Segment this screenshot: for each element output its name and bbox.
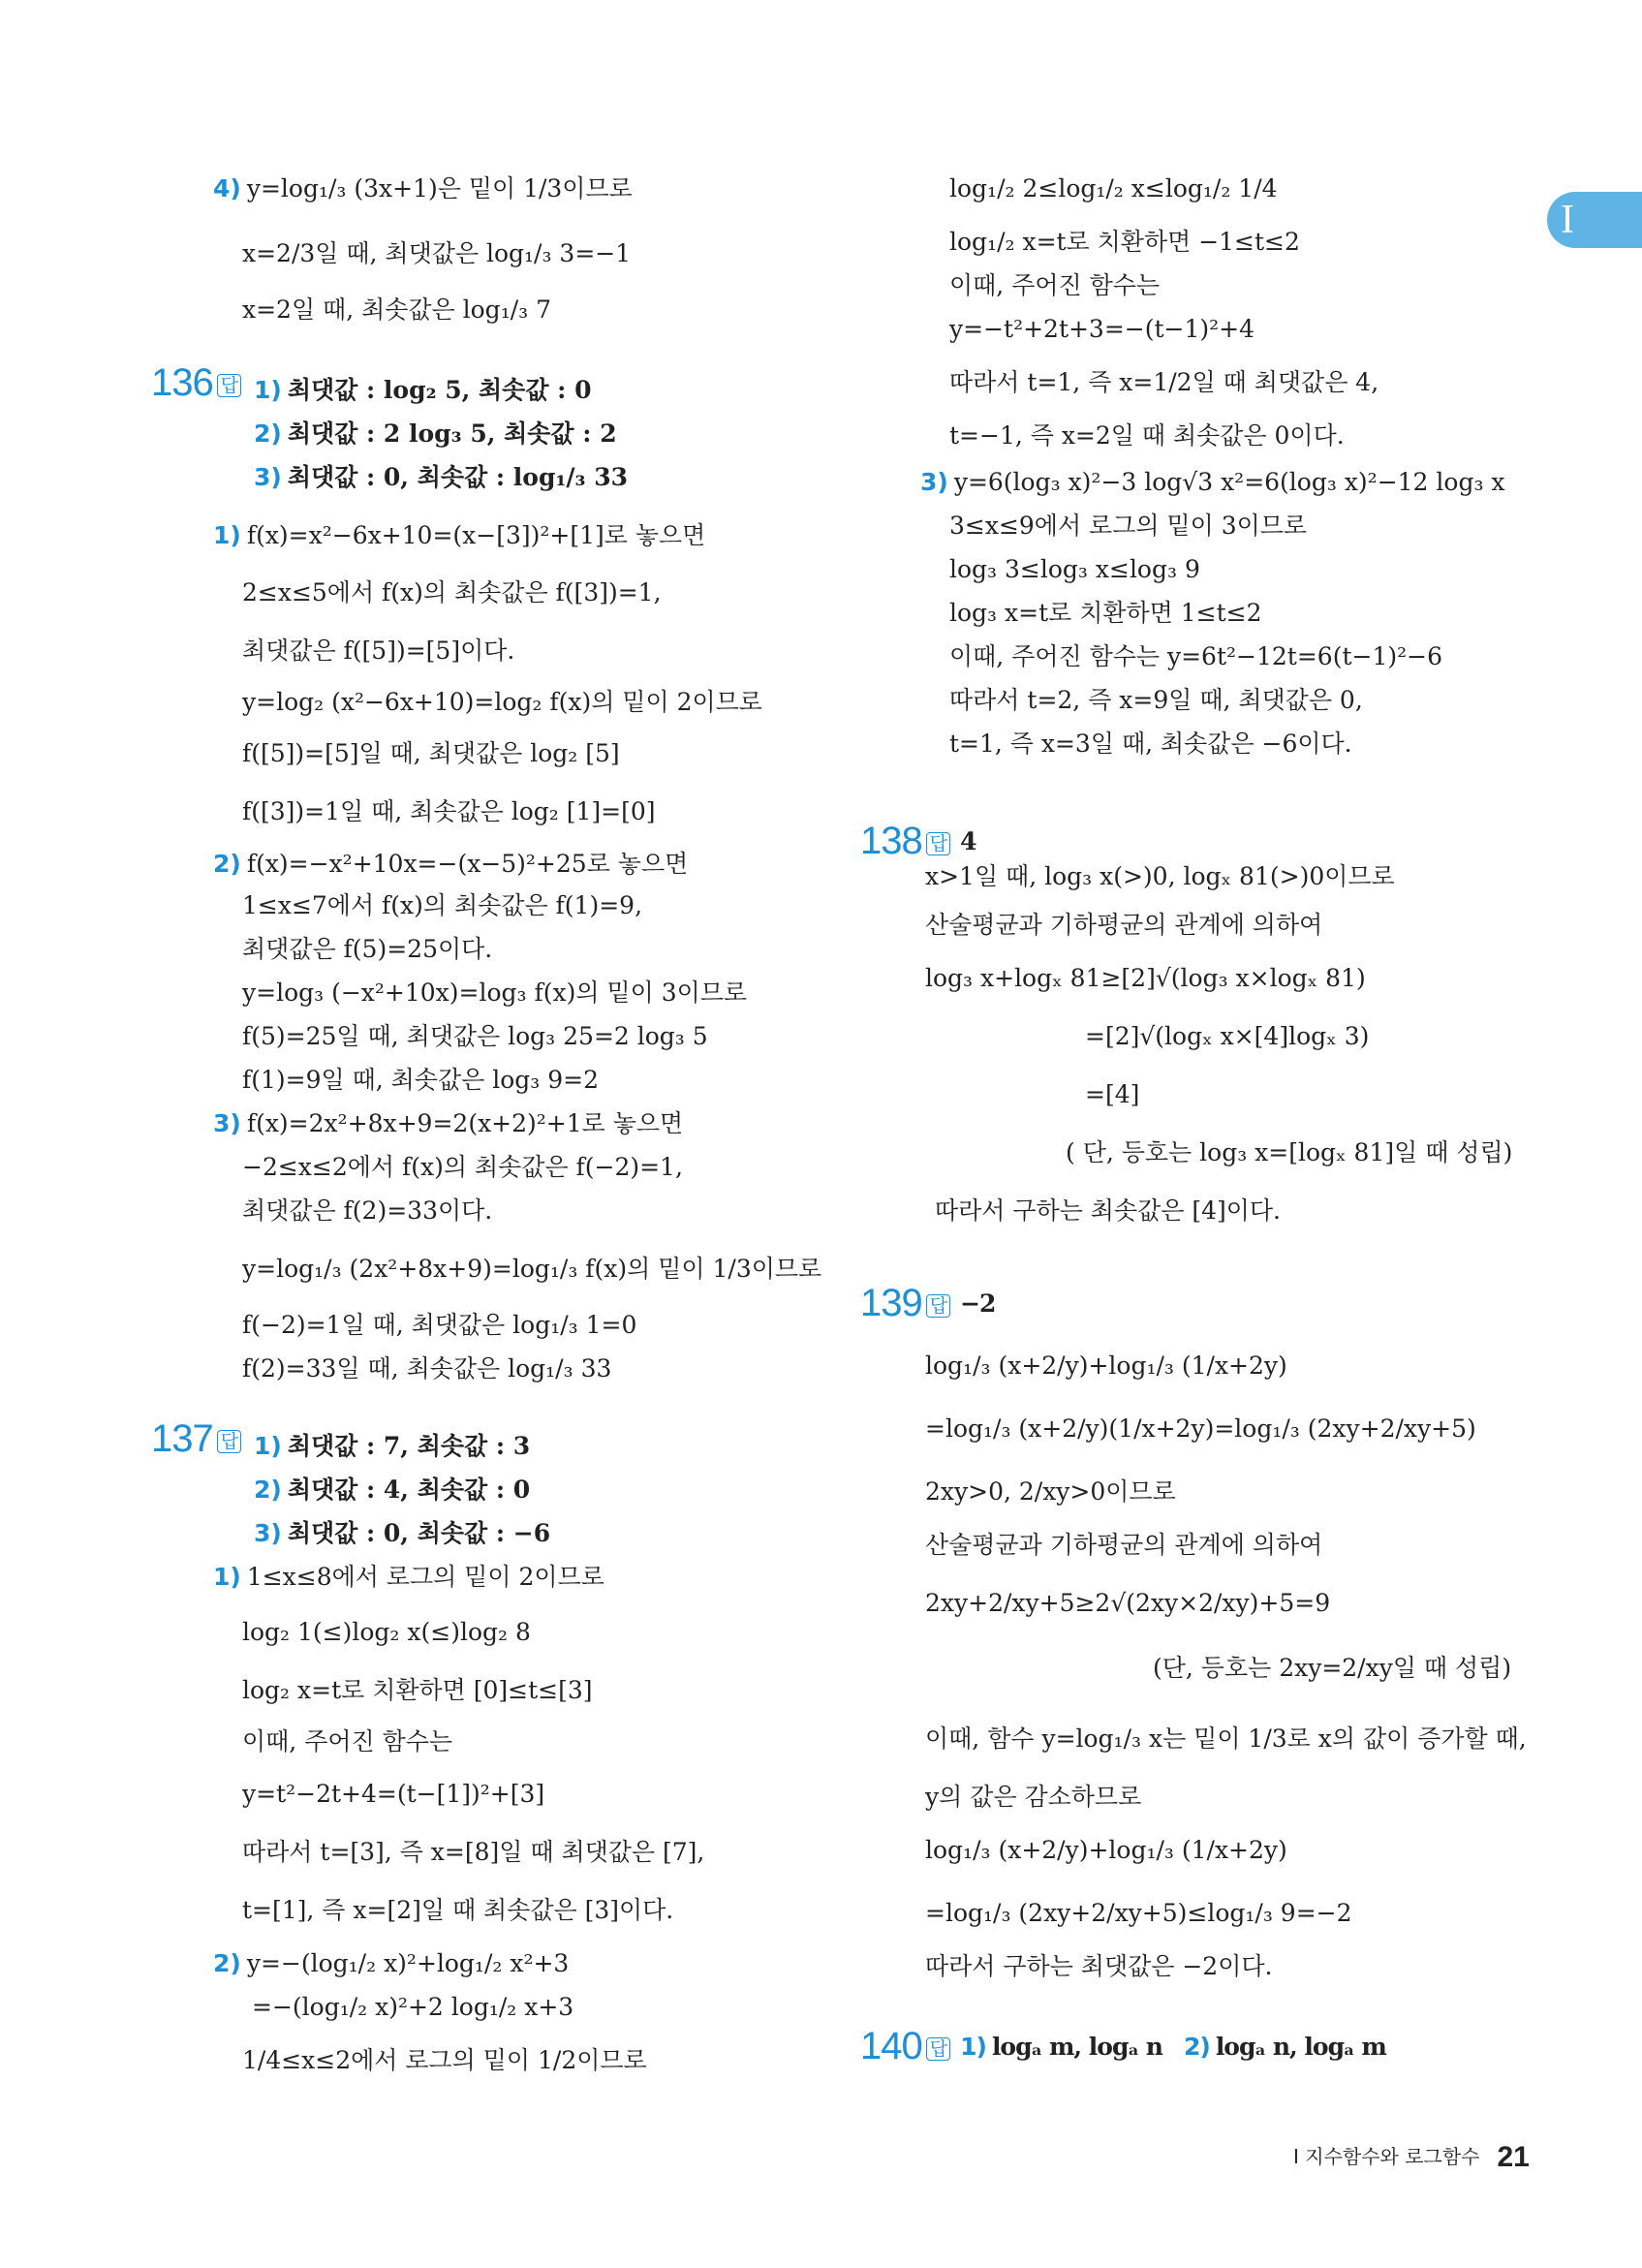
right-line <box>925 1723 1527 1755</box>
right-line <box>925 962 1366 995</box>
left-line <box>242 1778 544 1811</box>
line-text: 최댓값 : 0, 최솟값 : log₁/₃ 33 <box>287 463 628 491</box>
right-line <box>1153 1652 1511 1685</box>
left-line <box>213 848 688 881</box>
line-text: y=−t²+2t+3=−(t−1)²+4 <box>949 315 1255 343</box>
line-text: 최댓값 : 0, 최솟값 : −6 <box>287 1519 551 1547</box>
right-line <box>949 366 1379 399</box>
left-line <box>242 795 656 828</box>
left-line <box>213 1561 604 1594</box>
answer-part <box>960 2033 1162 2061</box>
page-number: 21 <box>1497 2141 1530 2173</box>
right-line <box>1085 1020 1369 1053</box>
item-marker: 3) <box>920 468 948 496</box>
left-line <box>242 1352 611 1385</box>
line-text: log₂ 1(≤)log₂ x(≤)log₂ 8 <box>242 1618 531 1646</box>
left-line <box>242 1309 636 1342</box>
line-text: f(1)=9일 때, 최솟값은 log₃ 9=2 <box>242 1066 599 1094</box>
right-line <box>925 1781 1141 1814</box>
line-text: log₃ x=t로 치환하면 1≤t≤2 <box>949 599 1262 627</box>
line-text: 따라서 t=1, 즉 x=1/2일 때 최댓값은 4, <box>949 368 1379 396</box>
right-line <box>920 466 1505 499</box>
item-marker: 3) <box>254 463 282 491</box>
line-text: 따라서 t=[3], 즉 x=[8]일 때 최댓값은 [7], <box>242 1838 705 1866</box>
left-line <box>242 1020 708 1053</box>
line-text: y=−(log₁/₂ x)²+log₁/₂ x²+3 <box>246 1949 570 1977</box>
item-marker: 1) <box>254 1432 282 1460</box>
line-text: 2xy>0, 2/xy>0이므로 <box>925 1477 1176 1506</box>
answer-part-text: logₐ m, logₐ n <box>991 2033 1162 2061</box>
problem-number-text: 138 <box>860 820 922 862</box>
line-text: =[2]√(logₓ x×[4]logₓ 3) <box>1085 1022 1370 1050</box>
right-line <box>925 1950 1272 1983</box>
line-text: =log₁/₃ (x+2/y)(1/x+2y)=log₁/₃ (2xy+2/xy+5) <box>925 1414 1476 1443</box>
answer-part <box>1184 2033 1386 2061</box>
line-text: 최댓값 : 4, 최솟값 : 0 <box>287 1476 531 1504</box>
answer-badge: 답 <box>926 832 950 855</box>
page-footer <box>1293 2141 1530 2174</box>
left-line <box>242 977 747 1010</box>
line-text: 이때, 주어진 함수는 <box>242 1727 453 1755</box>
line-text: 1≤x≤7에서 f(x)의 최솟값은 f(1)=9, <box>242 891 643 919</box>
line-text: x=2/3일 때, 최댓값은 log₁/₃ 3=−1 <box>242 239 632 267</box>
line-text: 최댓값은 f(5)=25이다. <box>242 935 493 963</box>
line-text: x>1일 때, log₃ x(>)0, logₓ 81(>)0이므로 <box>925 862 1395 890</box>
line-text: 1≤x≤8에서 로그의 밑이 2이므로 <box>246 1563 604 1591</box>
left-line <box>252 1991 573 2024</box>
right-line <box>925 1413 1476 1445</box>
left-line <box>254 1474 530 1507</box>
right-line <box>925 860 1395 893</box>
line-text: 따라서 t=2, 즉 x=9일 때, 최댓값은 0, <box>949 686 1363 714</box>
left-line <box>242 635 514 668</box>
line-text: t=[1], 즉 x=[2]일 때 최솟값은 [3]이다. <box>242 1896 674 1924</box>
right-line <box>1085 1078 1139 1111</box>
problem-number-text: 140 <box>860 2025 922 2067</box>
line-text: log₁/₃ (x+2/y)+log₁/₃ (1/x+2y) <box>925 1836 1287 1864</box>
problem-number <box>151 361 251 404</box>
line-text: f([5])=[5]일 때, 최댓값은 log₂ [5] <box>242 739 620 767</box>
right-line <box>949 313 1255 346</box>
problem-number-text: 139 <box>860 1282 922 1324</box>
item-marker: 1) <box>254 376 282 404</box>
left-line <box>242 1253 821 1286</box>
left-line <box>242 1195 492 1227</box>
line-text: f(x)=2x²+8x+9=2(x+2)²+1로 놓으면 <box>246 1109 684 1137</box>
line-text: 2xy+2/xy+5≥2√(2xy×2/xy)+5=9 <box>925 1589 1331 1617</box>
left-line <box>242 294 551 326</box>
left-line <box>242 889 642 922</box>
answer-part-text: logₐ n, logₐ m <box>1215 2033 1386 2061</box>
chapter-tab: I <box>1547 192 1642 248</box>
right-line <box>949 510 1307 543</box>
line-text: y=6(log₃ x)²−3 log√3 x²=6(log₃ x)²−12 log₃ x <box>953 468 1505 496</box>
answer-value: −2 <box>960 1289 996 1318</box>
left-line <box>213 519 705 552</box>
line-text: y=log₁/₃ (2x²+8x+9)=log₁/₃ f(x)의 밑이 1/3이므로 <box>242 1255 822 1283</box>
right-line <box>949 419 1345 452</box>
line-text: log₁/₂ 2≤log₁/₂ x≤log₁/₂ 1/4 <box>949 174 1278 202</box>
problem-number <box>860 2025 1408 2068</box>
left-line <box>213 1107 683 1140</box>
line-text: 1/4≤x≤2에서 로그의 밑이 1/2이므로 <box>242 2046 647 2074</box>
right-line <box>949 553 1200 586</box>
answer-badge: 답 <box>217 374 241 397</box>
line-text: f(x)=−x²+10x=−(x−5)²+25로 놓으면 <box>246 850 689 878</box>
problem-number-text: 137 <box>151 1417 213 1460</box>
right-line <box>925 1476 1176 1508</box>
answer-value: 4 <box>960 827 976 855</box>
line-text: =−(log₁/₂ x)²+2 log₁/₂ x+3 <box>252 1993 574 2021</box>
answer-badge: 답 <box>926 1294 950 1318</box>
line-text: f(x)=x²−6x+10=(x−[3])²+[1]로 놓으면 <box>246 521 706 549</box>
item-marker: 2) <box>1183 2033 1210 2061</box>
right-line <box>1066 1136 1512 1169</box>
line-text: 이때, 주어진 함수는 y=6t²−12t=6(t−1)²−6 <box>949 642 1442 670</box>
line-text: y=t²−2t+4=(t−[1])²+[3] <box>242 1780 545 1808</box>
right-line <box>925 1834 1287 1867</box>
line-text: 산술평균과 기하평균의 관계에 의하여 <box>925 1531 1323 1559</box>
item-marker: 1) <box>213 1563 241 1591</box>
left-line <box>242 1064 599 1097</box>
item-marker: 4) <box>213 174 241 202</box>
item-marker: 2) <box>213 850 241 878</box>
left-line <box>213 172 633 205</box>
right-line <box>935 1195 1281 1227</box>
chapter-title: Ⅰ 지수함수와 로그함수 <box>1293 2145 1480 2168</box>
right-line <box>949 172 1278 205</box>
left-line <box>254 418 617 450</box>
line-text: ( 단, 등호는 log₃ x=[logₓ 81]일 때 성립) <box>1066 1138 1513 1166</box>
right-line <box>949 640 1442 673</box>
left-line <box>213 1947 569 1980</box>
left-line <box>254 1430 530 1463</box>
item-marker: 1) <box>960 2033 986 2061</box>
line-text: t=1, 즉 x=3일 때, 최솟값은 −6이다. <box>949 730 1352 758</box>
left-line <box>242 576 662 609</box>
right-line <box>949 597 1262 630</box>
left-line <box>254 461 628 494</box>
left-line <box>242 2044 647 2077</box>
problem-number <box>860 820 976 863</box>
line-text: 이때, 함수 y=log₁/₃ x는 밑이 1/3로 x의 값이 증가할 때, <box>925 1724 1527 1753</box>
line-text: f(−2)=1일 때, 최댓값은 log₁/₃ 1=0 <box>242 1311 637 1339</box>
line-text: t=−1, 즉 x=2일 때 최솟값은 0이다. <box>949 421 1345 450</box>
line-text: log₂ x=t로 치환하면 [0]≤t≤[3] <box>242 1676 593 1704</box>
line-text: 산술평균과 기하평균의 관계에 의하여 <box>925 911 1323 939</box>
line-text: 최댓값 : 7, 최솟값 : 3 <box>287 1432 531 1460</box>
right-line <box>949 226 1300 259</box>
left-line <box>242 1894 673 1927</box>
right-line <box>949 728 1352 761</box>
line-text: y=log₁/₃ (3x+1)은 밑이 1/3이므로 <box>246 174 633 202</box>
line-text: log₁/₂ x=t로 치환하면 −1≤t≤2 <box>949 228 1300 256</box>
line-text: 이때, 주어진 함수는 <box>949 271 1161 299</box>
line-text: log₁/₃ (x+2/y)+log₁/₃ (1/x+2y) <box>925 1351 1287 1380</box>
right-line <box>949 684 1363 717</box>
item-marker: 2) <box>254 419 282 448</box>
problem-number <box>151 1417 251 1460</box>
line-text: 따라서 구하는 최댓값은 −2이다. <box>925 1952 1273 1980</box>
line-text: (단, 등호는 2xy=2/xy일 때 성립) <box>1153 1654 1512 1682</box>
left-line <box>254 374 592 407</box>
left-line <box>242 933 492 966</box>
line-text: y=log₂ (x²−6x+10)=log₂ f(x)의 밑이 2이므로 <box>242 688 762 716</box>
line-text: 3≤x≤9에서 로그의 밑이 3이므로 <box>949 512 1308 540</box>
right-line <box>925 1587 1330 1620</box>
line-text: x=2일 때, 최솟값은 log₁/₃ 7 <box>242 295 552 324</box>
line-text: 따라서 구하는 최솟값은 [4]이다. <box>935 1196 1282 1225</box>
line-text: 최댓값은 f([5])=[5]이다. <box>242 637 515 665</box>
line-text: f([3])=1일 때, 최솟값은 log₂ [1]=[0] <box>242 797 656 825</box>
line-text: f(2)=33일 때, 최솟값은 log₁/₃ 33 <box>242 1354 612 1383</box>
right-line <box>925 909 1322 942</box>
left-line <box>242 737 620 770</box>
left-line <box>242 1616 531 1649</box>
line-text: =log₁/₃ (2xy+2/xy+5)≤log₁/₃ 9=−2 <box>925 1899 1352 1927</box>
line-text: f(5)=25일 때, 최댓값은 log₃ 25=2 log₃ 5 <box>242 1022 708 1050</box>
left-line <box>242 1836 704 1869</box>
item-marker: 1) <box>213 521 241 549</box>
line-text: y=log₃ (−x²+10x)=log₃ f(x)의 밑이 3이므로 <box>242 979 748 1007</box>
problem-number-text: 136 <box>151 361 213 404</box>
left-line <box>242 1674 593 1707</box>
answer-badge: 답 <box>217 1430 241 1453</box>
line-text: =[4] <box>1085 1080 1140 1108</box>
item-marker: 3) <box>213 1109 241 1137</box>
left-line <box>254 1517 550 1550</box>
item-marker: 2) <box>213 1949 241 1977</box>
right-line <box>949 269 1160 302</box>
left-line <box>242 1151 683 1184</box>
problem-number <box>860 1282 995 1325</box>
line-text: 최댓값 : 2 log₃ 5, 최솟값 : 2 <box>287 419 617 448</box>
item-marker: 2) <box>254 1476 282 1504</box>
line-text: y의 값은 감소하므로 <box>925 1783 1142 1811</box>
line-text: log₃ 3≤log₃ x≤log₃ 9 <box>949 555 1200 583</box>
right-line <box>925 1350 1287 1383</box>
left-line <box>242 237 631 270</box>
line-text: 2≤x≤5에서 f(x)의 최솟값은 f([3])=1, <box>242 578 662 606</box>
right-line <box>925 1529 1322 1562</box>
item-marker: 3) <box>254 1519 282 1547</box>
left-line <box>242 1725 452 1758</box>
line-text: log₃ x+logₓ 81≥[2]√(log₃ x×logₓ 81) <box>925 964 1366 992</box>
left-line <box>242 686 762 719</box>
answer-badge: 답 <box>926 2037 950 2061</box>
line-text: 최댓값 : log₂ 5, 최솟값 : 0 <box>287 376 592 404</box>
line-text: 최댓값은 f(2)=33이다. <box>242 1196 493 1225</box>
right-line <box>925 1897 1352 1930</box>
line-text: −2≤x≤2에서 f(x)의 최솟값은 f(−2)=1, <box>242 1153 683 1181</box>
